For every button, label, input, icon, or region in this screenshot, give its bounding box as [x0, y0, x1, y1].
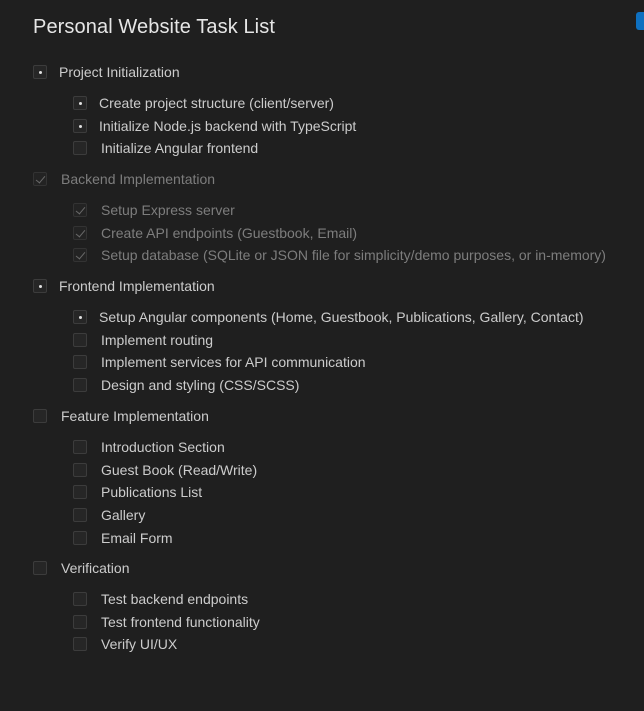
- task-item[interactable]: [73, 528, 173, 548]
- task-label: Initialize Node.js backend with TypeScript: [99, 118, 357, 134]
- task-label: Implement routing: [101, 332, 214, 348]
- task-item[interactable]: [73, 634, 177, 654]
- task-item[interactable]: [73, 460, 257, 480]
- task-checkbox[interactable]: [73, 119, 87, 133]
- task-item[interactable]: [73, 223, 357, 243]
- task-item[interactable]: [73, 437, 225, 457]
- task-label: Create project structure (client/server): [99, 95, 334, 111]
- task-label: Backend Implementation: [61, 171, 216, 187]
- task-label: Frontend Implementation: [59, 278, 215, 294]
- task-checkbox[interactable]: [33, 279, 47, 293]
- section-heading[interactable]: [33, 169, 215, 189]
- task-checkbox[interactable]: [73, 248, 87, 262]
- task-checkbox[interactable]: [73, 96, 87, 110]
- task-checkbox[interactable]: [73, 355, 87, 369]
- task-checkbox[interactable]: [33, 561, 47, 575]
- task-label: Verify UI/UX: [101, 636, 178, 652]
- task-item[interactable]: [73, 245, 606, 265]
- task-checkbox[interactable]: [73, 440, 87, 454]
- task-label: Implement services for API communication: [101, 354, 366, 370]
- page-title: Personal Website Task List: [33, 16, 275, 38]
- task-label: Introduction Section: [101, 439, 225, 455]
- task-label: Setup Express server: [101, 202, 235, 218]
- task-label: Email Form: [101, 530, 173, 546]
- task-checkbox[interactable]: [73, 592, 87, 606]
- task-label: Gallery: [101, 507, 146, 523]
- task-checkbox[interactable]: [73, 637, 87, 651]
- task-label: Publications List: [101, 484, 203, 500]
- task-item[interactable]: [73, 505, 145, 525]
- task-item[interactable]: [73, 93, 334, 113]
- task-item[interactable]: [73, 589, 248, 609]
- task-label: Design and styling (CSS/SCSS): [101, 377, 300, 393]
- task-item[interactable]: [73, 352, 366, 372]
- task-label: Initialize Angular frontend: [101, 140, 259, 156]
- section-heading[interactable]: [33, 406, 209, 426]
- task-label: Guest Book (Read/Write): [101, 462, 258, 478]
- task-label: Feature Implementation: [61, 408, 209, 424]
- task-label: Test frontend functionality: [101, 614, 260, 630]
- task-label: Project Initialization: [59, 64, 180, 80]
- scroll-indicator: [636, 12, 644, 30]
- section-heading[interactable]: [33, 62, 180, 82]
- task-label: Setup Angular components (Home, Guestbook, Publications, Gallery, Contact): [99, 309, 584, 325]
- task-item[interactable]: [73, 612, 260, 632]
- task-checkbox[interactable]: [73, 463, 87, 477]
- task-checkbox[interactable]: [73, 333, 87, 347]
- task-label: Setup database (SQLite or JSON file for simplicity/demo purposes, or in-memory): [101, 247, 606, 263]
- task-checkbox[interactable]: [73, 226, 87, 240]
- task-checkbox[interactable]: [73, 508, 87, 522]
- task-checkbox[interactable]: [33, 409, 47, 423]
- task-label: Create API endpoints (Guestbook, Email): [101, 225, 358, 241]
- task-checkbox[interactable]: [73, 485, 87, 499]
- task-checkbox[interactable]: [73, 531, 87, 545]
- task-item[interactable]: [73, 116, 356, 136]
- task-item[interactable]: [73, 200, 235, 220]
- task-checkbox[interactable]: [73, 378, 87, 392]
- task-label: Verification: [61, 560, 130, 576]
- task-item[interactable]: [73, 482, 202, 502]
- section-heading[interactable]: [33, 558, 129, 578]
- task-item[interactable]: [73, 138, 258, 158]
- task-checkbox[interactable]: [73, 203, 87, 217]
- task-label: Test backend endpoints: [101, 591, 249, 607]
- task-item[interactable]: [73, 330, 213, 350]
- task-checkbox[interactable]: [73, 615, 87, 629]
- task-checkbox[interactable]: [33, 65, 47, 79]
- task-item[interactable]: [73, 375, 299, 395]
- section-heading[interactable]: [33, 276, 215, 296]
- task-checkbox[interactable]: [73, 141, 87, 155]
- task-checkbox[interactable]: [33, 172, 47, 186]
- task-item[interactable]: [73, 307, 584, 327]
- task-checkbox[interactable]: [73, 310, 87, 324]
